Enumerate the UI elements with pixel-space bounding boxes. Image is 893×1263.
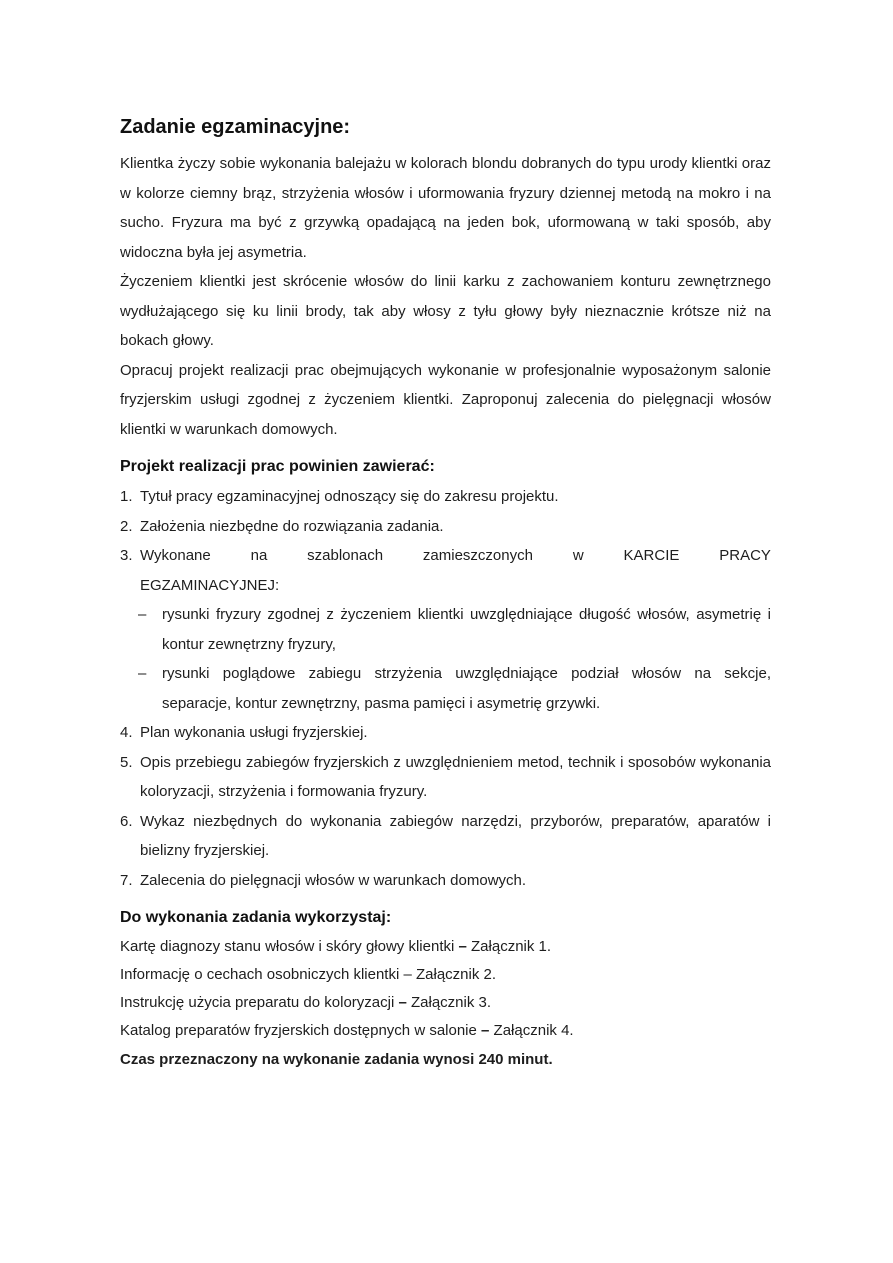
item-text: Opis przebiegu zabiegów fryzjerskich z uwzględnieniem metod, technik i sposobów wykonania koloryzacji, strzyżenia i formowania fryzury.	[140, 753, 771, 800]
list-item	[120, 748, 771, 807]
dash-marker: –	[138, 665, 147, 682]
item-number: 1.	[120, 488, 133, 505]
time-note: Czas przeznaczony na wykonanie zadania wynosi 240 minut.	[120, 1051, 553, 1068]
item-number: 6.	[120, 812, 133, 830]
project-heading: Projekt realizacji prac powinien zawierać:	[120, 458, 435, 475]
project-list	[120, 482, 771, 600]
item-number: 3.	[120, 547, 133, 564]
item-word: szablonach	[307, 547, 384, 564]
resource-line	[120, 933, 771, 961]
resource-separator: –	[476, 1022, 494, 1039]
sub-list-item	[120, 600, 771, 659]
resource-text: Informację o cechach osobniczych klientki	[120, 966, 400, 983]
resources-heading: Do wykonania zadania wykorzystaj:	[120, 909, 392, 926]
item-number: 4.	[120, 724, 133, 741]
resource-separator: –	[454, 938, 472, 955]
dash-marker: –	[138, 606, 147, 623]
item-word: zamieszczonych	[422, 547, 533, 564]
item-text: Zalecenia do pielęgnacji włosów w warunkach domowych.	[140, 871, 527, 889]
list-item	[120, 482, 771, 512]
resources-list	[120, 933, 771, 1045]
resource-ref: Załącznik 1.	[471, 938, 552, 955]
list-item	[120, 807, 771, 866]
sub-list-item	[120, 659, 771, 718]
item-word: w	[572, 547, 584, 564]
sub-list	[120, 600, 771, 718]
resource-ref: Załącznik 2.	[416, 966, 497, 983]
resource-line	[120, 1017, 771, 1045]
item-text: Wykaz niezbędnych do wykonania zabiegów narzędzi, przyborów, preparatów, aparatów i bielizny fryzjerskiej.	[140, 812, 771, 859]
sub-item-text: rysunki poglądowe zabiegu strzyżenia uwzględniające podział włosów na sekcje, separacje, kontur zewnętrzny, pasma pamięci i asymetrię grzywki.	[162, 665, 771, 712]
item-word: Wykonane	[140, 547, 211, 564]
list-item	[120, 541, 771, 600]
resource-text: Katalog preparatów fryzjerskich dostępnych w salonie	[120, 1022, 477, 1039]
item-text: Założenia niezbędne do rozwiązania zadania.	[140, 517, 444, 535]
resource-separator: –	[394, 994, 411, 1011]
resource-ref: Załącznik 4.	[493, 1022, 574, 1039]
intro-paragraph-3: Opracuj projekt realizacji prac obejmujących wykonanie w profesjonalnie wyposażonym salonie fryzjerskim usługi zgodnej z życzeniem klientki. Zaproponuj zalecenia do pielęgnacji włosów klientki w warunkach domowych.	[120, 361, 771, 438]
intro-paragraph-1: Klientka życzy sobie wykonania balejażu w kolorach blondu dobranych do typu urody klientki oraz w kolorze ciemny brąz, strzyżenia włosów i uformowania fryzury dziennej metodą na mokro i na sucho. Fryzura ma być z grzywką opadającą na jeden bok, uformowaną w taki sposób, aby widoczna była jej asymetria.	[120, 155, 771, 261]
intro-paragraph-2: Życzeniem klientki jest skrócenie włosów do linii karku z zachowaniem konturu zewnętrznego wydłużającego się ku linii brody, tak aby włosy z tyłu głowy były nieznacznie krótsze niż na bokach głowy.	[120, 273, 771, 349]
item-word: PRACY	[719, 547, 771, 564]
item-word: na	[250, 547, 268, 564]
item-number: 5.	[120, 753, 133, 771]
sub-item-text: rysunki fryzury zgodnej z życzeniem klientki uwzględniające długość włosów, asymetrię i kontur zewnętrzny fryzury,	[162, 606, 771, 653]
resource-line	[120, 961, 771, 989]
list-item	[120, 512, 771, 542]
item-3-first-line	[140, 541, 771, 571]
list-item	[120, 718, 771, 748]
resource-ref: Załącznik 3.	[410, 994, 492, 1011]
project-list-continued	[120, 718, 771, 895]
document-body	[120, 116, 771, 1075]
item-text: Tytuł pracy egzaminacyjnej odnoszący się do zakresu projektu.	[140, 488, 559, 505]
task-title: Zadanie egzaminacyjne:	[120, 116, 351, 138]
resource-text: Kartę diagnozy stanu włosów i skóry głowy klientki	[120, 938, 455, 955]
item-3-continuation: EGZAMINACYJNEJ:	[140, 576, 280, 594]
resource-separator: –	[399, 966, 416, 983]
item-text: Plan wykonania usługi fryzjerskiej.	[140, 724, 368, 741]
item-number: 7.	[120, 871, 133, 889]
item-number: 2.	[120, 517, 133, 535]
resource-text: Instrukcję użycia preparatu do koloryzacji	[120, 994, 395, 1011]
list-item	[120, 866, 771, 896]
item-word: KARCIE	[623, 547, 680, 564]
resource-line	[120, 989, 771, 1017]
